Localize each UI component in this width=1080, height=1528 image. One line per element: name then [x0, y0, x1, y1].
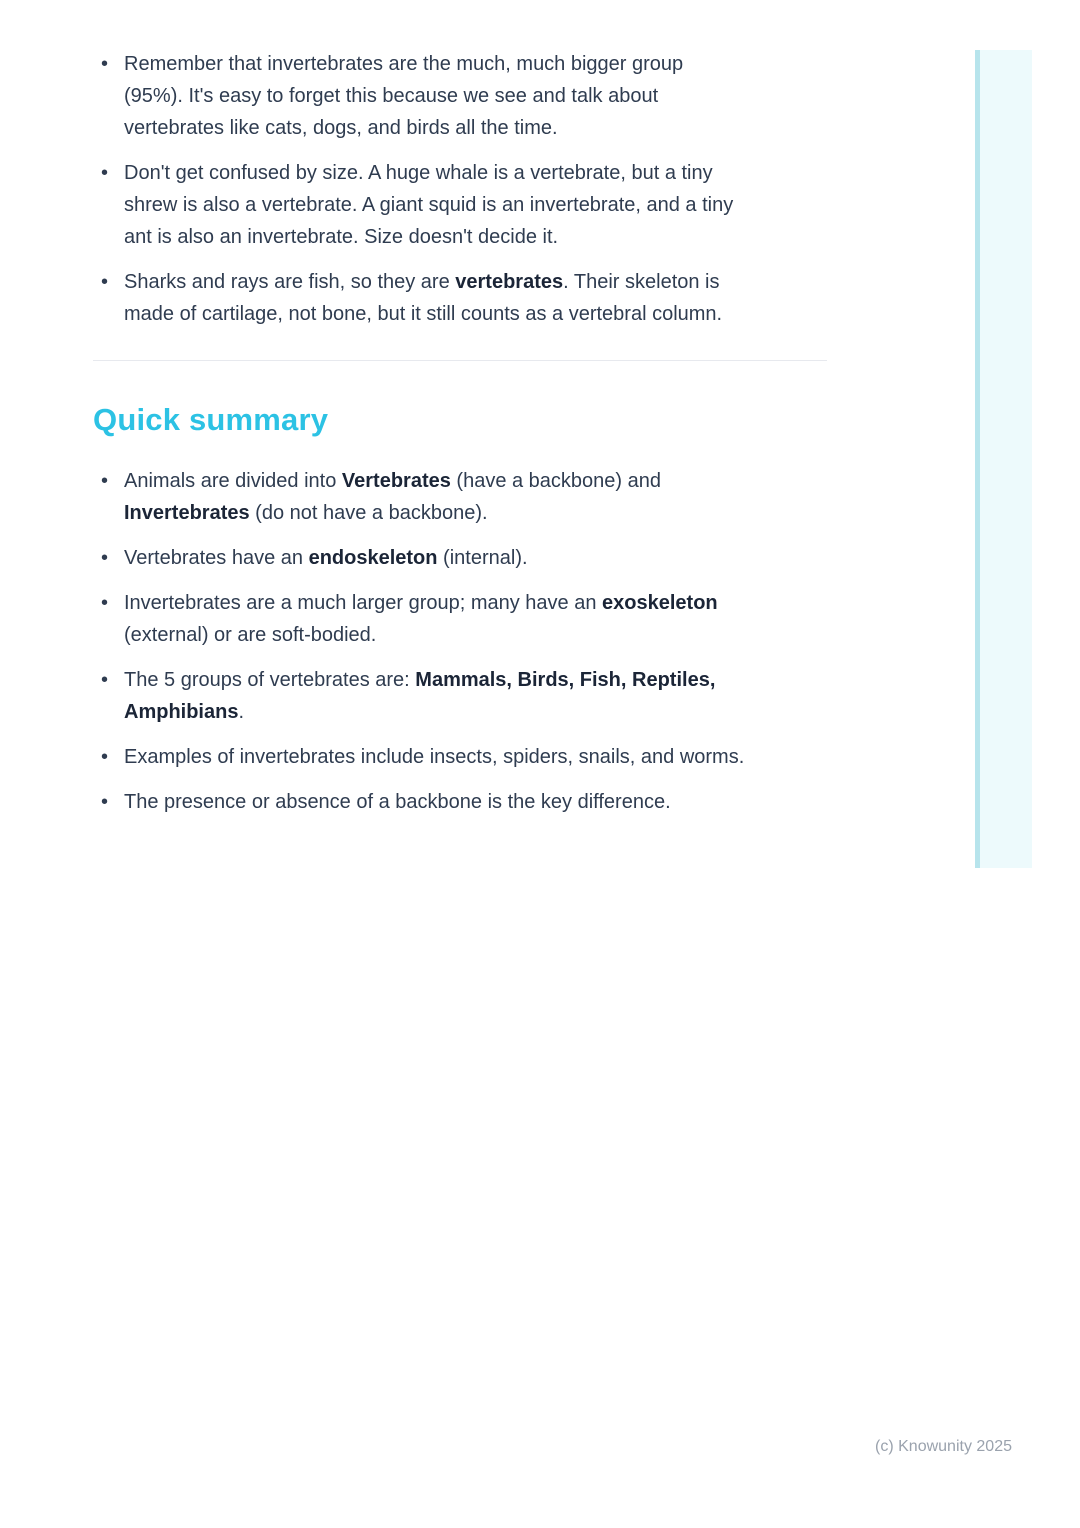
list-item: • The 5 groups of vertebrates are: Mammals, Birds, Fish, Reptiles, Amphibians.: [93, 664, 833, 728]
summary-bullet-list: [93, 465, 833, 818]
notes-content: [93, 48, 833, 818]
list-item: • Vertebrates have an endoskeleton (internal).: [93, 542, 833, 574]
list-item: • Animals are divided into Vertebrates (have a backbone) and Invertebrates (do not have a backbone).: [93, 465, 833, 529]
side-accent-bar: [975, 50, 1032, 868]
list-item: • Invertebrates are a much larger group; many have an exoskeleton (external) or are soft-bodied.: [93, 587, 833, 651]
section-divider: [93, 360, 827, 361]
list-item: • Don't get confused by size. A huge whale is a vertebrate, but a tiny shrew is also a vertebrate. A giant squid is an invertebrate, and a tiny ant is also an invertebrate. Size doesn't decide it.: [93, 157, 833, 253]
list-item: • The presence or absence of a backbone is the key difference.: [93, 786, 833, 818]
notes-bullet-list: [93, 48, 833, 330]
summary-heading: Quick summary: [93, 402, 329, 437]
list-item: • Sharks and rays are fish, so they are vertebrates. Their skeleton is made of cartilage, not bone, but it still counts as a vertebral column.: [93, 266, 833, 330]
list-item: • Remember that invertebrates are the much, much bigger group (95%). It's easy to forget this because we see and talk about vertebrates like cats, dogs, and birds all the time.: [93, 48, 833, 144]
list-item: • Examples of invertebrates include insects, spiders, snails, and worms.: [93, 741, 833, 773]
copyright-footer: (c) Knowunity 2025: [875, 1438, 1012, 1455]
